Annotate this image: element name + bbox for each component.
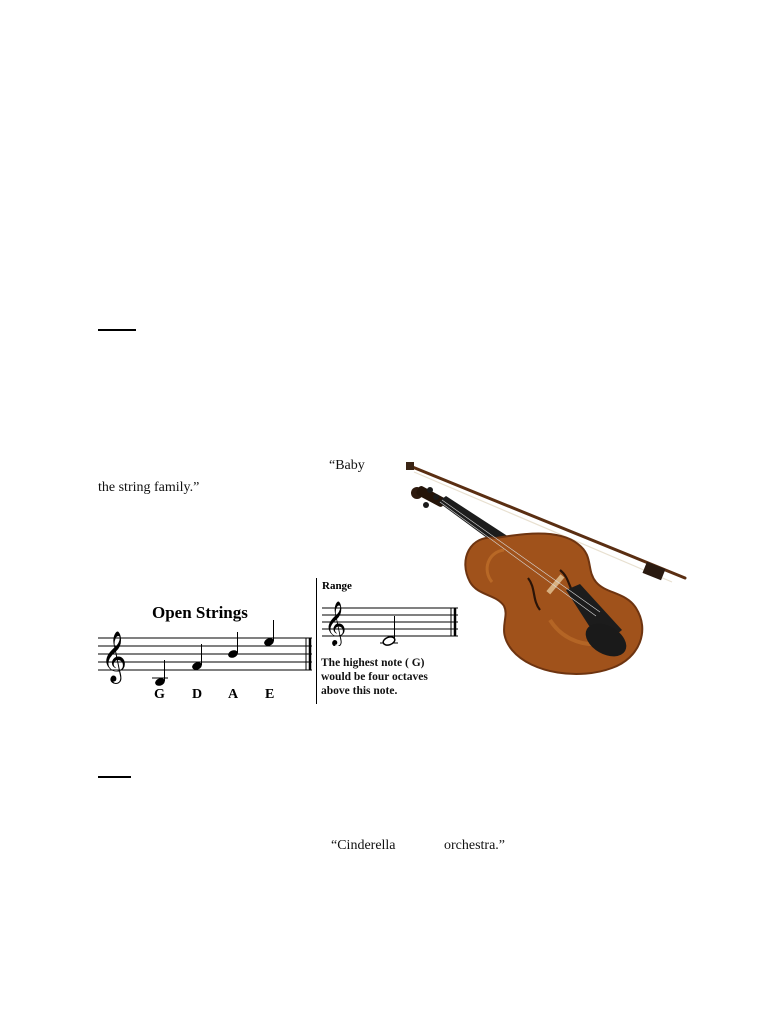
open-strings-figure (96, 598, 318, 706)
range-title: Range (322, 580, 352, 592)
note-label-a: A (228, 687, 239, 702)
note-label-d: D (192, 687, 203, 702)
open-strings-title: Open Strings (152, 603, 248, 622)
violin-image (400, 460, 695, 682)
range-caption-line-2: would be four octaves (321, 671, 428, 683)
range-caption-line-3: above this note. (321, 685, 398, 697)
cinderella-quote-text: “Cinderella (331, 838, 396, 853)
scroll-icon (411, 485, 446, 508)
orchestra-quote-text: orchestra.” (444, 838, 506, 853)
note-d (191, 644, 203, 671)
section-heading-underline-1 (98, 329, 136, 331)
note-label-e: E (265, 687, 275, 702)
note-g (152, 660, 168, 687)
treble-clef-icon: 𝄞 (101, 632, 128, 681)
open-strings-staff (96, 598, 318, 706)
figure-divider (316, 578, 317, 704)
note-e (263, 620, 275, 647)
violin-illustration (400, 460, 695, 682)
string-family-text: the string family.” (98, 480, 200, 495)
baby-quote-text: “Baby (329, 458, 365, 473)
note-label-g: G (154, 687, 165, 702)
range-caption-line-1: The highest note ( G) (321, 657, 425, 669)
range-low-g-note (380, 616, 398, 646)
range-treble-clef-icon: 𝄞 (324, 603, 347, 645)
section-heading-underline-2 (98, 776, 131, 778)
